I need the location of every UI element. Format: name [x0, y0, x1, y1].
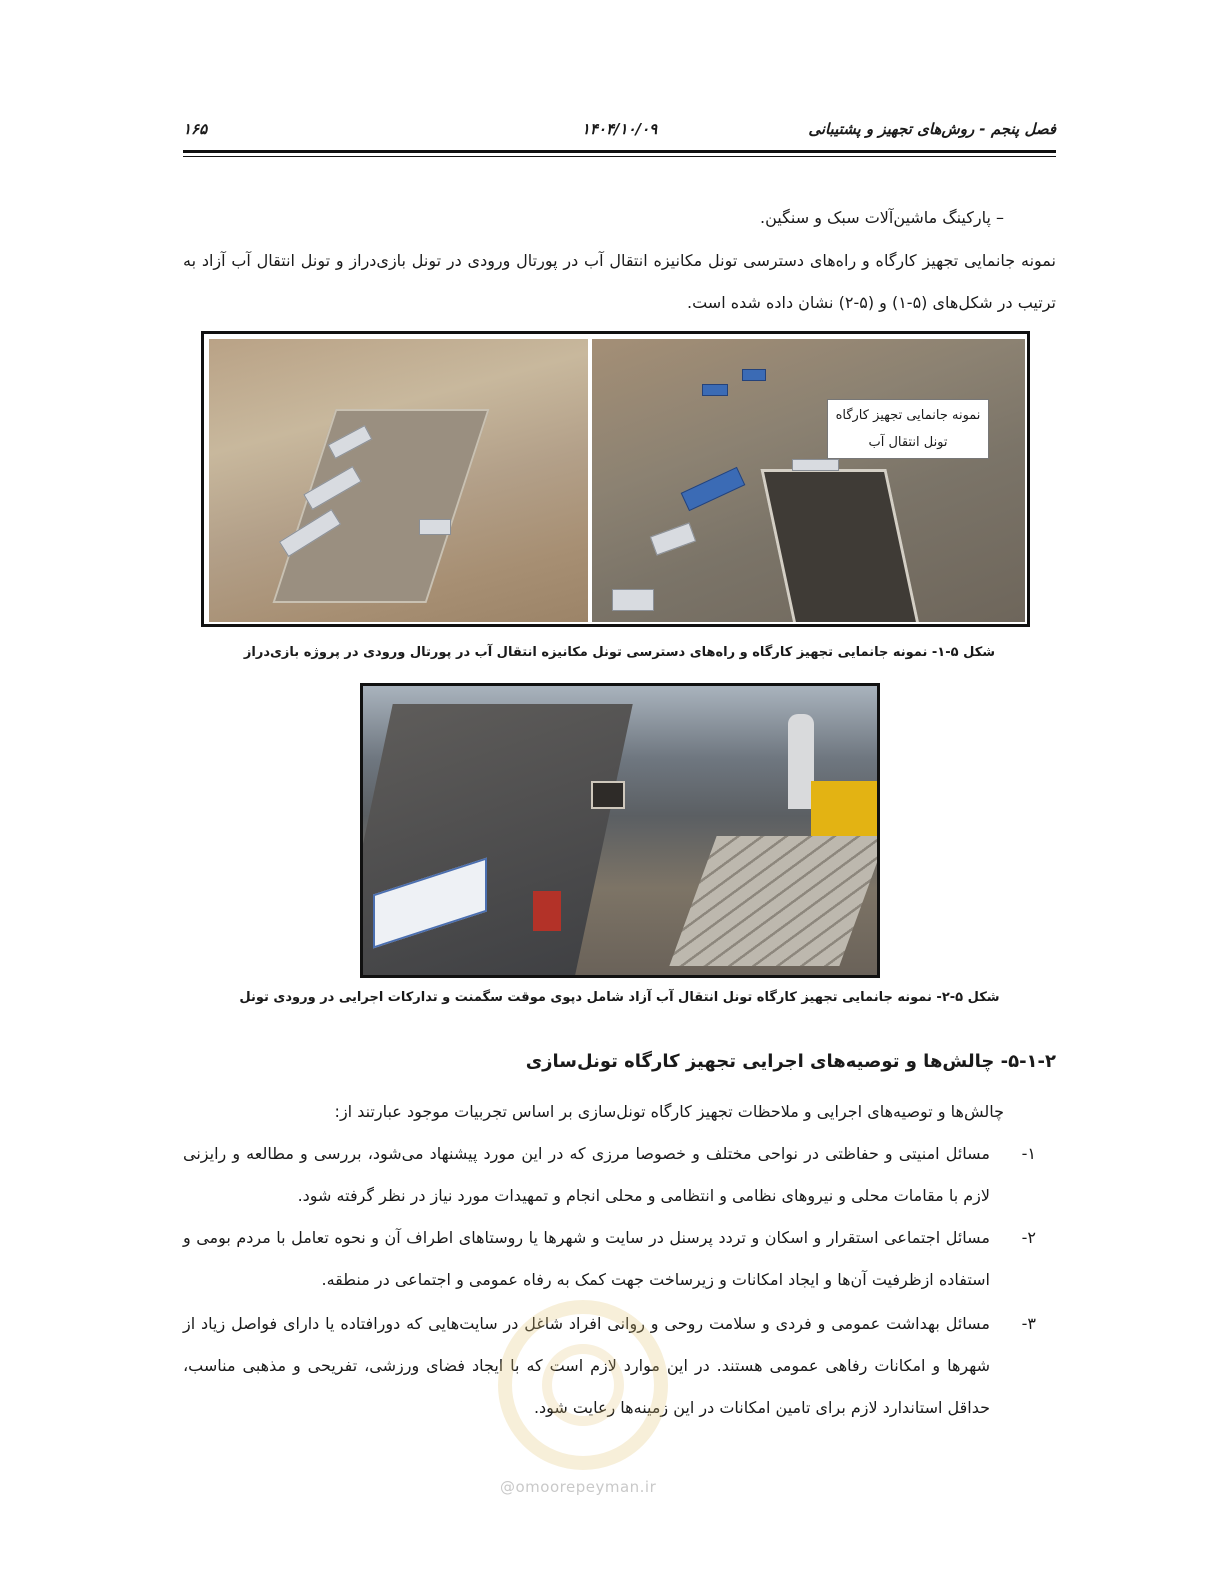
watermark-inner-ring — [542, 1344, 624, 1426]
list-text: مسائل بهداشت عمومی و فردی و سلامت روحی و روانی افراد شاغل در سایت‌هایی که دورافتاده یا دارای فواصل زیاد از شهرها و امکانات رفاهی عمومی هستند. در این موارد لازم است که با ایجاد فضای ورزشی، تفریحی و مذهبی مناسب، حداقل استاندارد لازم برای تامین امکانات در این زمینه‌ها رعایت شود. — [183, 1314, 990, 1417]
building-roof — [702, 384, 728, 396]
page-number: ۱۶۵ — [183, 120, 208, 138]
building-roof — [742, 369, 766, 381]
list-text: مسائل امنیتی و حفاظتی در نواحی مختلف و خصوصا مرزی که در این مورد پیشنهاد می‌شود، بررسی و مطالعه و رایزنی لازم با مقامات محلی و نیروهای نظامی و انتظامی و محلی انجام و تمهیدات مورد نیاز در نظر گرفته شود. — [183, 1144, 990, 1205]
list-text: مسائل اجتماعی استقرار و اسکان و تردد پرسنل در سایت و شهرها یا روستاهای اطراف آن و نحوه تعامل با مردم بومی و استفاده ازظرفیت آن‌ها و ایجاد امکانات و زیرساخت جهت کمک به رفاه عمومی و اجتماعی در منطقه. — [183, 1228, 990, 1289]
tunnel-portal — [591, 781, 625, 809]
segment-depot — [669, 836, 880, 966]
page-header — [183, 120, 1056, 146]
aerial-photo-left — [209, 339, 588, 622]
header-rule-thin — [183, 156, 1056, 157]
building-roof — [419, 519, 451, 535]
list-number: ۳- — [1021, 1314, 1036, 1333]
figure-1-caption: شکل ۵-۱- نمونه جانمایی تجهیز کارگاه و راه‌های دسترسی تونل مکانیزه انتقال آب در پورتال ورودی در پروژه بازی‌دراز — [243, 645, 996, 660]
watermark-seal — [498, 1300, 668, 1470]
figure-2 — [360, 683, 880, 978]
figure-2-caption: شکل ۵-۲- نمونه جانمایی تجهیز کارگاه تونل انتقال آب آزاد شامل دپوی موقت سگمنت و تدارکات اجرایی در ورودی تونل — [239, 990, 1000, 1005]
locomotive — [533, 891, 561, 931]
list-item — [183, 1217, 1036, 1301]
excavation-pit — [272, 409, 489, 603]
header-date: ۱۴۰۴/۱۰/۰۹ — [581, 120, 658, 138]
watermark-url-text: omoorepeyman.ir — [515, 1478, 657, 1496]
portal-excavation — [760, 469, 919, 622]
figure-label-box: نمونه جانمایی تجهیز کارگاه تونل انتقال آب — [827, 399, 989, 459]
list-number: ۲- — [1021, 1228, 1036, 1247]
figure-1 — [201, 331, 1030, 627]
bullet-parking: – پارکینگ ماشین‌آلات سبک و سنگین. — [759, 208, 1004, 227]
building-roof — [681, 467, 746, 511]
chapter-title: فصل پنجم - روش‌های تجهیز و پشتیبانی — [808, 120, 1056, 138]
aerial-photo-right — [592, 339, 1025, 622]
section-intro: چالش‌ها و توصیه‌های اجرایی و ملاحظات تجهیز کارگاه تونل‌سازی بر اساس تجربیات موجود عبارتند از: — [334, 1102, 1004, 1121]
building-roof — [612, 589, 654, 611]
intro-paragraph: نمونه جانمایی تجهیز کارگاه و راه‌های دسترسی تونل مکانیزه انتقال آب در پورتال ورودی در تونل بازی‌دراز و تونل انتقال آب آزاد به ترتیب در شکل‌های (۵-۱) و (۵-۲) نشان داده شده است. — [183, 251, 1056, 312]
building-roof — [792, 459, 839, 471]
header-rule-thick — [183, 150, 1056, 153]
list-number: ۱- — [1021, 1144, 1036, 1163]
building-roof — [650, 522, 696, 555]
watermark-url: @omoorepeyman.ir — [500, 1478, 657, 1496]
section-heading: ۵-۱-۲- چالش‌ها و توصیه‌های اجرایی تجهیز کارگاه تونل‌سازی — [525, 1051, 1056, 1072]
list-item — [183, 1133, 1036, 1217]
